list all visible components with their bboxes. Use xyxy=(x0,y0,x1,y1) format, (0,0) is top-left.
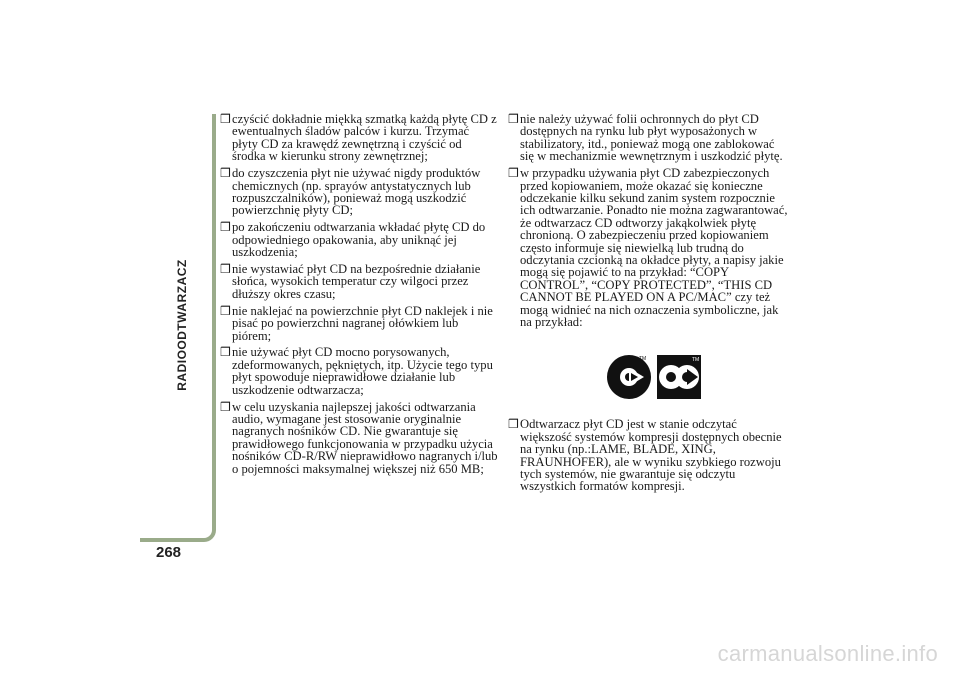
checkbox-bullet-icon: ❒ xyxy=(220,261,231,276)
list-item xyxy=(508,113,788,163)
right-bullet-list-bottom xyxy=(508,418,788,492)
list-item xyxy=(220,113,498,163)
list-item xyxy=(508,418,788,492)
right-bullet-list-top xyxy=(508,113,788,328)
list-item-text: do czyszczenia płyt nie używać nigdy produktów chemicznych (np. sprayów antystatycznych lub rozpuszczalników), ponieważ mogą uszkodzić powierzchnię płyty CD; xyxy=(232,166,481,218)
trademark-mark: TM xyxy=(692,357,700,364)
section-label: RADIOODTWARZACZ xyxy=(175,259,189,391)
list-item-text: w celu uzyskania najlepszej jakości odtwarzania audio, wymagane jest stosowanie oryginalnie nagranych nośników CD. Nie gwarantuje się prawidłowego funkcjonowania w przypadku użycia nośników CD-R/RW nieprawidłowo nagranych i/lub o pojemności maksymalnej większej niż 650 MB; xyxy=(232,399,498,476)
checkbox-bullet-icon: ❒ xyxy=(508,166,519,181)
list-item xyxy=(220,401,498,475)
left-column xyxy=(220,113,498,479)
list-item-text: Odtwarzacz płyt CD jest w stanie odczytać większość systemów kompresji dostępnych obecnie na rynku (np.:LAME, BLADE, XING, FRAUNHOFER), ale w wyniku szybkiego rozwoju tych systemów, nie gwarantuje się odczytu wszystkich formatów kompresji. xyxy=(520,417,782,494)
list-item-text: nie wystawiać płyt CD na bezpośrednie działanie słońca, wysokich temperatur czy wilgoci przez dłuższy okres czasu; xyxy=(232,261,481,301)
list-item-text: nie należy używać folii ochronnych do płyt CD dostępnych na rynku lub płyt wyposażonych w stabilizatory, itd., ponieważ mogą one zablokować się w mechanizmie wewnętrznym i uszkodzić płytę. xyxy=(520,112,783,164)
list-item xyxy=(220,221,498,258)
list-item-text: nie używać płyt CD mocno porysowanych, zdeformowanych, pękniętych, itp. Użycie tego typu płyt spowoduje nieprawidłowe działanie lub uszkodzenie odtwarzacza; xyxy=(232,345,493,397)
copy-protection-logos xyxy=(520,354,788,400)
list-item-text: po zakończeniu odtwarzania wkładać płytę CD do odpowiedniego opakowania, aby uniknąć jej uszkodzenia; xyxy=(232,220,486,260)
checkbox-bullet-icon: ❒ xyxy=(220,112,231,126)
list-item-text: w przypadku używania płyt CD zabezpieczonych przed kopiowaniem, może okazać się konieczne odczekanie kilku sekund zanim system rozpocznie ich odtwarzanie. Ponadto nie można zagwarantować, że odtwarzacz CD odtworzy jakąkolwiek płytę chronioną. O zabezpieczeniu przed kopiowaniem często informuje się niewielką lub trudną do odczytania czcionką na okładce płyty, a napisy jakie mogą się pojawić to na przykład: “COPY CONTROL”, “COPY PROTECTED”, “THIS CD CANNOT BE PLAYED ON A PC/MAC” czy też mogą widnieć na nich oznaczenia symboliczne, jak na przykład: xyxy=(520,166,788,329)
list-item-text: nie naklejać na powierzchnie płyt CD naklejek i nie pisać po powierzchni nagranej ołówkiem lub piórem; xyxy=(232,303,493,343)
checkbox-bullet-icon: ❒ xyxy=(220,303,231,318)
left-bullet-list xyxy=(220,113,498,475)
checkbox-bullet-icon: ❒ xyxy=(220,166,231,181)
copy-protection-logo-icon xyxy=(656,354,702,400)
trademark-mark: TM xyxy=(639,356,647,363)
list-item-text: czyścić dokładnie miękką szmatką każdą płytę CD z ewentualnych śladów palców i kurzu. Trzymać płyty CD za krawędź zewnętrzną i czyścić od środka w kierunku strony zewnętrznej; xyxy=(232,112,497,164)
right-column xyxy=(508,113,788,497)
checkbox-bullet-icon: ❒ xyxy=(220,399,231,414)
list-item xyxy=(220,167,498,217)
checkbox-bullet-icon: ❒ xyxy=(220,220,231,235)
list-item xyxy=(220,346,498,396)
list-item xyxy=(220,263,498,300)
checkbox-bullet-icon: ❒ xyxy=(220,345,231,360)
list-item xyxy=(220,305,498,342)
watermark: carmanualsonline.info xyxy=(717,641,938,666)
copy-protection-logo-icon xyxy=(606,354,652,400)
checkbox-bullet-icon: ❒ xyxy=(508,112,519,126)
checkbox-bullet-icon: ❒ xyxy=(508,417,519,432)
list-item xyxy=(508,167,788,328)
page-number: 268 xyxy=(156,544,182,561)
